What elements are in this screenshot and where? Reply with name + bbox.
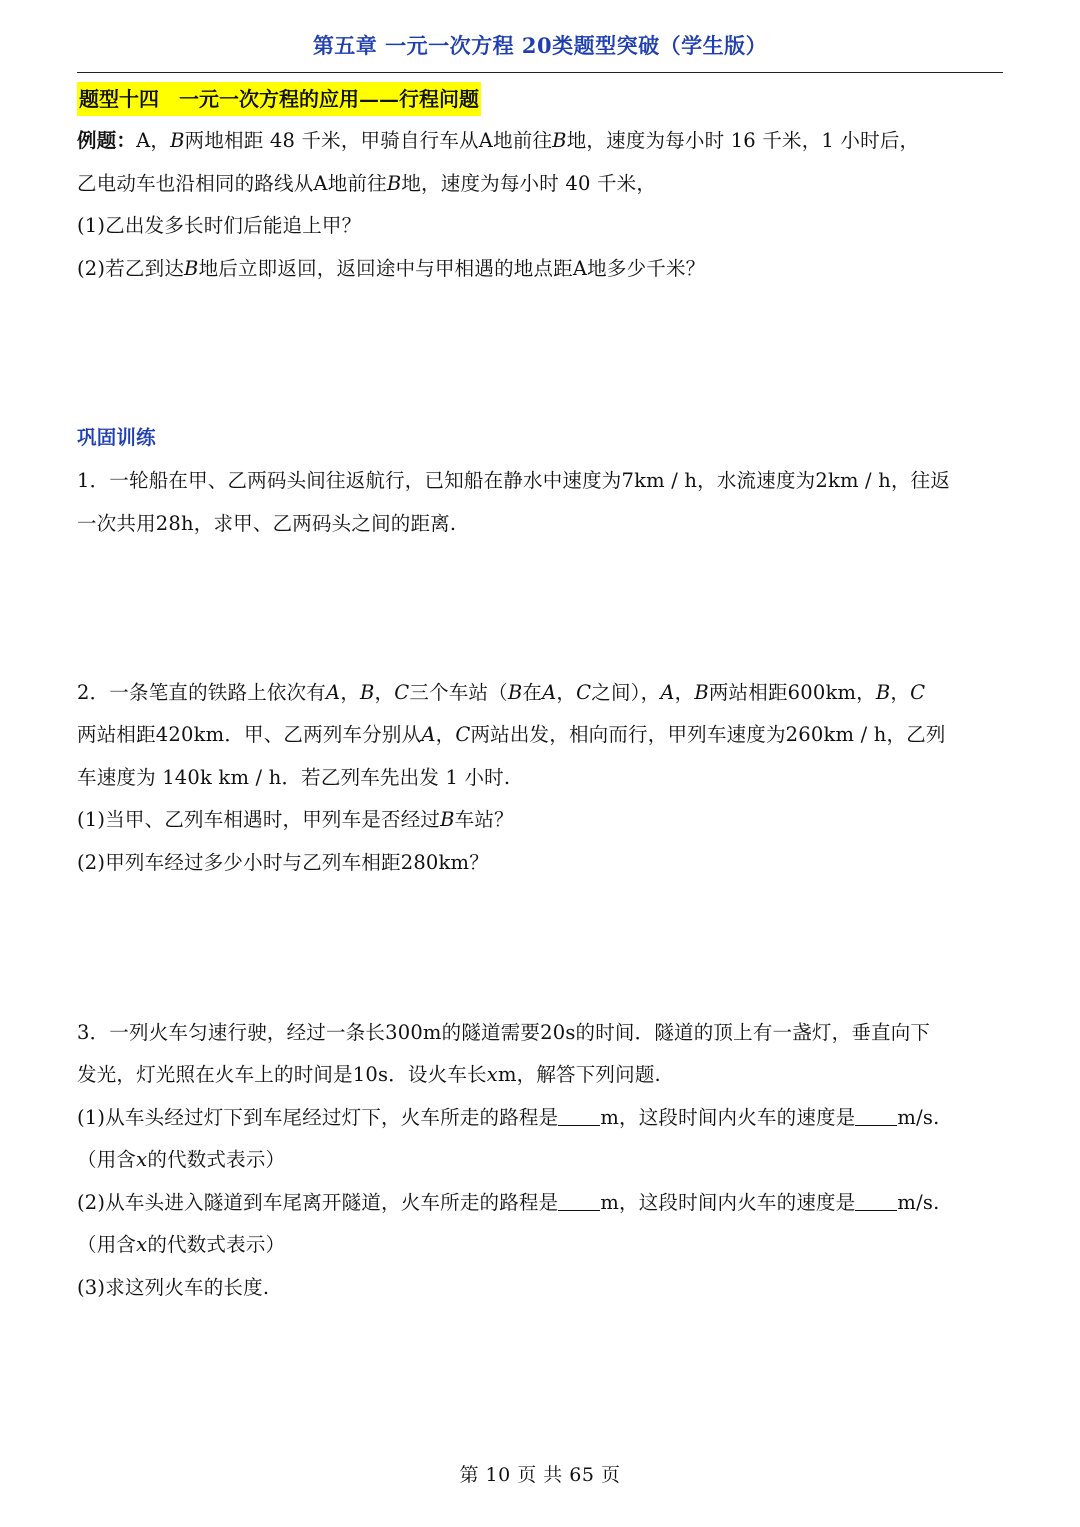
header-divider — [77, 72, 1003, 73]
text: (1)从车头经过灯下到车尾经过灯下，火车所走的路程是 — [77, 1106, 559, 1129]
var: B — [694, 681, 709, 704]
problem-2-question-1 — [77, 807, 1007, 833]
problem-2-line-1 — [77, 680, 1007, 706]
text: ， — [556, 681, 577, 704]
var: x — [136, 1148, 148, 1171]
text: (1)当甲、乙列车相遇时，甲列车是否经过 — [77, 808, 441, 831]
text: 地，速度为每小时 40 千米， — [401, 172, 657, 195]
example-question-2 — [77, 256, 1007, 282]
example-question-1: (1)乙出发多长时们后能追上甲？ — [77, 214, 362, 237]
var: A — [542, 681, 557, 704]
text: 乙电动车也沿相同的路线从 — [77, 172, 314, 195]
text: 两地相距 48 千米，甲骑自行车从 — [184, 129, 479, 152]
text: 发光，灯光照在火车上的时间是10s．设火车长 — [77, 1063, 487, 1086]
text: ， — [340, 681, 361, 704]
text: 地多少千米？ — [587, 257, 706, 280]
answer-blank[interactable] — [855, 1192, 897, 1211]
var: A — [326, 681, 341, 704]
text: m，这段时间内火车的速度是 — [600, 1106, 856, 1129]
text: 地后立即返回，返回途中与甲相遇的地点距 — [198, 257, 573, 280]
var: B — [552, 129, 567, 152]
problem-3-question-2 — [77, 1190, 1007, 1216]
problem-3-question-2-note — [77, 1232, 1007, 1258]
var: C — [576, 681, 592, 704]
var: B — [184, 257, 199, 280]
text: (2)若乙到达 — [77, 257, 185, 280]
var: B — [360, 681, 375, 704]
answer-blank[interactable] — [558, 1192, 600, 1211]
problem-3-question-3: (3)求这列火车的长度. — [77, 1276, 270, 1299]
var: A — [660, 681, 675, 704]
text: 两站相距420km．甲、乙两列车分别从 — [77, 723, 422, 746]
text: 地前往 — [493, 129, 553, 152]
text: 之间）， — [591, 681, 661, 704]
var: C — [910, 681, 926, 704]
section-title: 题型十四 一元一次方程的应用——行程问题 — [77, 82, 481, 116]
text: （用含 — [77, 1148, 137, 1171]
problem-3-question-1 — [77, 1105, 1007, 1131]
document-header-title: 第五章 一元一次方程 20类题型突破（学生版） — [312, 33, 768, 58]
problem-3-line-1: 3．一列火车匀速行驶，经过一条长300m的隧道需要20s的时间．隧道的顶上有一盏灯，垂直向下 — [77, 1021, 931, 1044]
text: 在 — [522, 681, 543, 704]
text: ， — [435, 723, 456, 746]
text: m/s. — [897, 1106, 940, 1129]
text: A — [478, 129, 494, 152]
text: 地前往 — [327, 172, 387, 195]
text: ， — [150, 129, 171, 152]
example-line-2 — [77, 171, 1007, 197]
text: 的代数式表示） — [147, 1233, 286, 1256]
text: ， — [890, 681, 911, 704]
problem-2-question-2: (2)甲列车经过多少小时与乙列车相距280km？ — [77, 851, 489, 874]
text: m，解答下列问题. — [497, 1063, 661, 1086]
text: (2)从车头进入隧道到车尾离开隧道，火车所走的路程是 — [77, 1191, 559, 1214]
practice-title: 巩固训练 — [77, 426, 156, 449]
text: m，这段时间内火车的速度是 — [600, 1191, 856, 1214]
text: 两站出发，相向而行，甲列车速度为260km / h，乙列 — [470, 723, 946, 746]
text: 的代数式表示） — [147, 1148, 286, 1171]
text: 2．一条笔直的铁路上依次有 — [77, 681, 327, 704]
problem-1-line-1: 1．一轮船在甲、乙两码头间往返航行，已知船在静水中速度为7km / h，水流速度为2km / h，往返 — [77, 469, 951, 492]
problem-3-question-1-note — [77, 1147, 1007, 1173]
var: C — [455, 723, 471, 746]
var: B — [440, 808, 455, 831]
var: B — [507, 681, 523, 704]
text: ， — [674, 681, 695, 704]
var: B — [386, 172, 402, 195]
var: B — [875, 681, 891, 704]
example-label: 例题： — [77, 129, 137, 152]
var: x — [136, 1233, 148, 1256]
text: （用含 — [77, 1233, 137, 1256]
var: C — [394, 681, 410, 704]
problem-2-line-3: 车速度为 140k km / h．若乙列车先出发 1 小时. — [77, 766, 511, 789]
example-line-1 — [77, 128, 1007, 154]
text: A — [572, 257, 588, 280]
text: 车站？ — [454, 808, 514, 831]
text: 三个车站（ — [409, 681, 508, 704]
text: A — [313, 172, 328, 195]
text: 地，速度为每小时 16 千米，1 小时后， — [566, 129, 920, 152]
text: 两站相距600km， — [708, 681, 876, 704]
problem-1-line-2: 一次共用28h，求甲、乙两码头之间的距离. — [77, 512, 457, 535]
answer-blank[interactable] — [855, 1107, 897, 1126]
text: A — [136, 129, 151, 152]
var: B — [170, 129, 185, 152]
answer-blank[interactable] — [558, 1107, 600, 1126]
var: x — [486, 1063, 498, 1086]
text: ， — [374, 681, 395, 704]
var: A — [421, 723, 436, 746]
text: m/s. — [897, 1191, 940, 1214]
problem-3-line-2 — [77, 1062, 1007, 1088]
problem-2-line-2 — [77, 722, 1007, 748]
page-number: 第 10 页 共 65 页 — [459, 1464, 621, 1486]
